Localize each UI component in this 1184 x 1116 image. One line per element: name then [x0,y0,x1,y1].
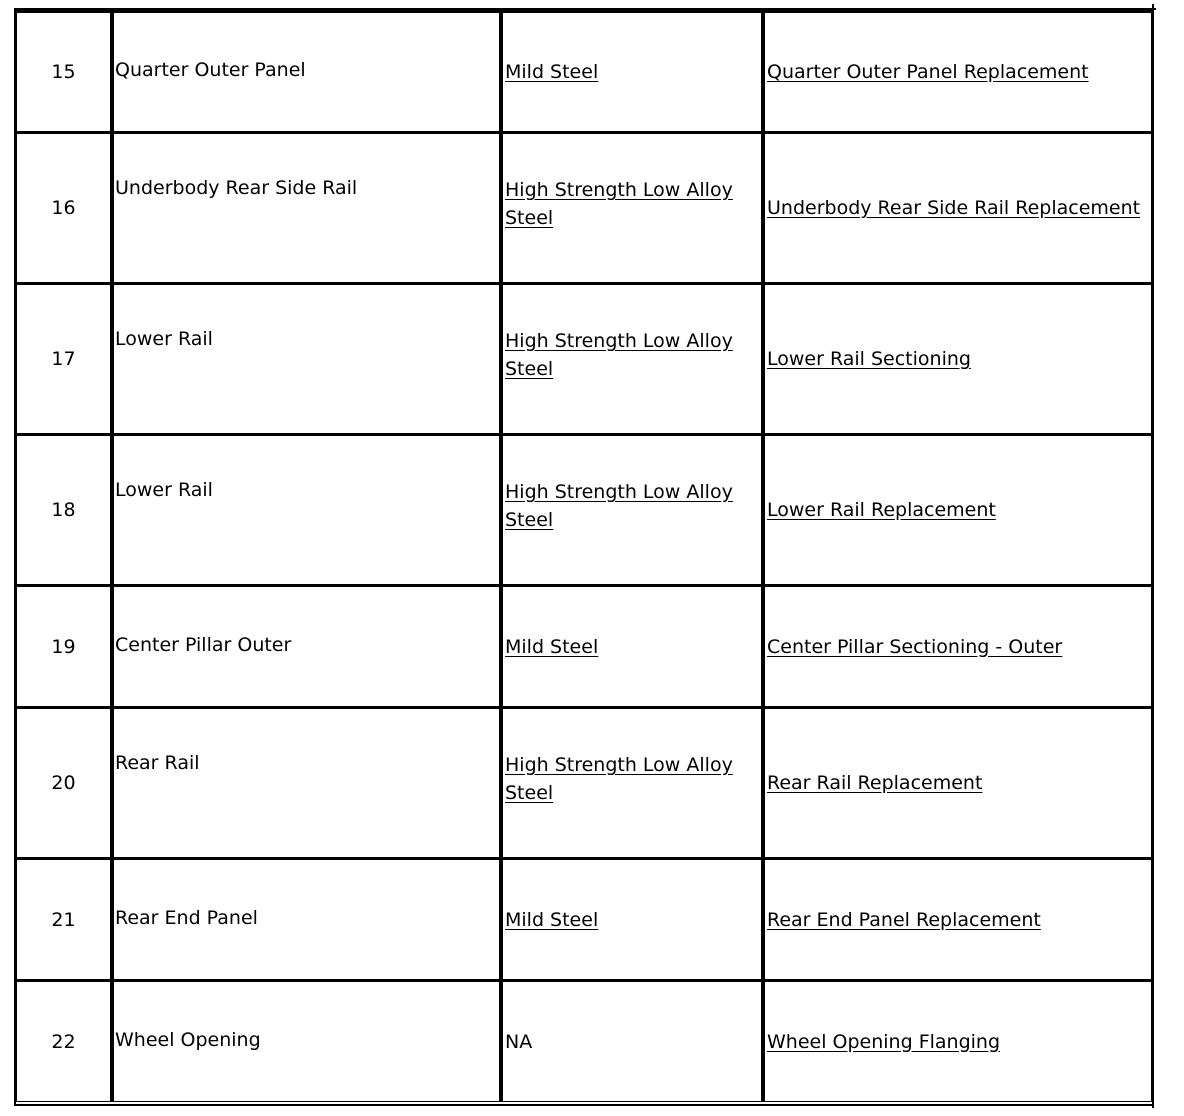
table-row [16,585,1152,707]
table-row [16,980,1152,1102]
material-text: NA [505,1030,533,1053]
material-link[interactable]: High Strength Low Alloy Steel [505,179,733,229]
procedure-link[interactable]: Rear Rail Replacement [767,772,983,794]
row-number: 19 [16,585,111,707]
component-name: Wheel Opening [115,1028,261,1051]
component-name: Center Pillar Outer [115,633,292,656]
procedure-link[interactable]: Lower Rail Replacement [767,499,996,521]
component-name: Quarter Outer Panel [115,59,306,81]
material-cell [500,434,762,585]
component-name: Lower Rail [115,328,213,350]
parts-table [16,10,1152,1102]
row-number: 17 [16,283,111,434]
table-row [16,858,1152,980]
component-name-cell [111,858,500,980]
component-name: Lower Rail [115,479,213,501]
procedure-cell [762,585,1152,707]
material-link[interactable]: Mild Steel [505,908,599,931]
parts-table-body [16,10,1152,1102]
row-number: 21 [16,858,111,980]
row-number: 18 [16,434,111,585]
row-number: 16 [16,132,111,283]
procedure-link[interactable]: Quarter Outer Panel Replacement [767,61,1089,83]
component-name-cell [111,585,500,707]
material-cell [500,707,762,858]
material-cell [500,283,762,434]
procedure-link[interactable]: Rear End Panel Replacement [767,908,1041,931]
table-row [16,434,1152,585]
material-link[interactable]: High Strength Low Alloy Steel [505,330,733,380]
procedure-cell [762,132,1152,283]
component-name-cell [111,707,500,858]
material-cell [500,585,762,707]
procedure-cell [762,980,1152,1102]
procedure-cell [762,434,1152,585]
component-name: Rear End Panel [115,906,258,929]
procedure-link[interactable]: Wheel Opening Flanging [767,1030,1001,1053]
frame-right-line [1152,4,1154,1108]
row-number: 15 [16,10,111,132]
component-name: Rear Rail [115,752,200,774]
frame-bottom-line [14,1104,1154,1106]
procedure-cell [762,858,1152,980]
material-link[interactable]: High Strength Low Alloy Steel [505,481,733,531]
procedure-cell [762,283,1152,434]
procedure-cell [762,707,1152,858]
material-cell [500,980,762,1102]
material-link[interactable]: Mild Steel [505,61,599,83]
procedure-link[interactable]: Underbody Rear Side Rail Replacement [767,197,1141,219]
table-row [16,283,1152,434]
row-number: 22 [16,980,111,1102]
table-row [16,10,1152,132]
component-name-cell [111,283,500,434]
procedure-link[interactable]: Lower Rail Sectioning [767,348,971,370]
procedure-cell [762,10,1152,132]
component-name-cell [111,434,500,585]
component-name-cell [111,10,500,132]
material-link[interactable]: High Strength Low Alloy Steel [505,754,733,804]
component-name-cell [111,980,500,1102]
table-row [16,132,1152,283]
procedure-link[interactable]: Center Pillar Sectioning - Outer [767,635,1063,658]
table-row [16,707,1152,858]
material-link[interactable]: Mild Steel [505,635,599,658]
material-cell [500,858,762,980]
component-name: Underbody Rear Side Rail [115,177,358,199]
material-cell [500,132,762,283]
component-name-cell [111,132,500,283]
row-number: 20 [16,707,111,858]
material-cell [500,10,762,132]
